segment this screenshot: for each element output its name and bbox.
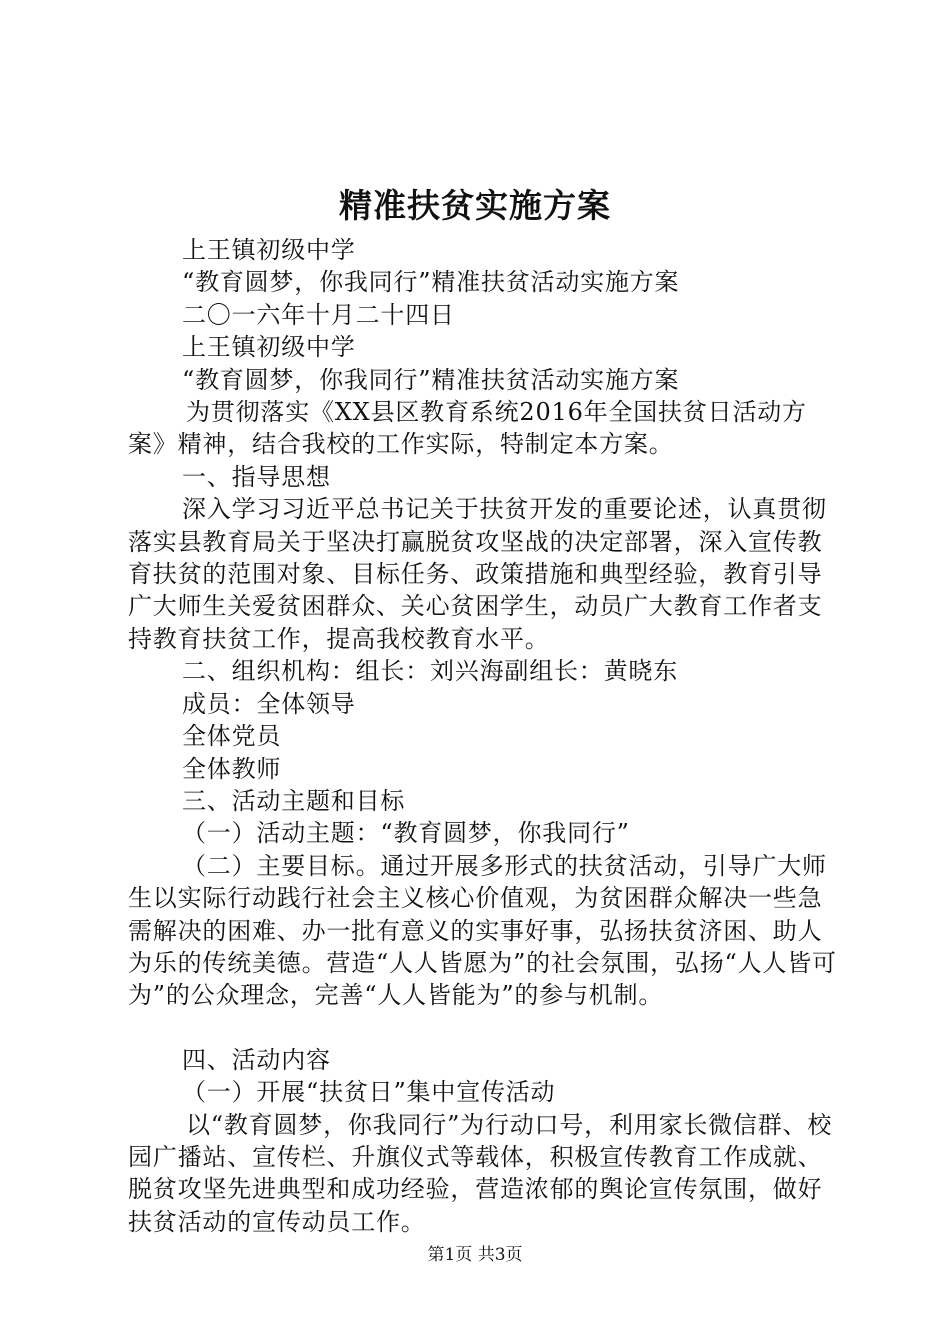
date-line: 二〇一六年十月二十四日: [182, 300, 455, 329]
main-goals-paragraph: （二）主要目标。通过开展多形式的扶贫活动，引导广大师生以实际行动践行社会主义核心价值观，为贫困群众解决一些急需解决的困难、办一批有意义的实事好事，弘扬扶贫济困、助人为乐的传统美德。营造“人人皆愿为”的社会氛围，弘扬“人人皆可为”的公众理念，完善“人人皆能为”的参与机制。: [128, 851, 837, 1010]
publicity-paragraph: 以“教育圆梦，你我同行”为行动口号，利用家长微信群、校园广播站、宣传栏、升旗仪式等载体，积极宣传教育工作成就、脱贫攻坚先进典型和成功经验，营造浓郁的舆论宣传氛围，做好扶贫活动的宣传动员工作。: [128, 1110, 833, 1236]
purpose-paragraph: 为贯彻落实《XX县区教育系统2016年全国扶贫日活动方案》精神，结合我校的工作实际，特制定本方案。: [128, 398, 807, 459]
section-heading-theme-goals: 三、活动主题和目标: [182, 786, 406, 815]
guiding-thought-paragraph: 深入学习习近平总书记关于扶贫开发的重要论述，认真贯彻落实县教育局关于坚决打赢脱贫攻坚战的决定部署，深入宣传教育扶贫的范围对象、目标任务、政策措施和典型经验，教育引导广大师生关爱贫困群众、关心贫困学生，动员广大教育工作者支持教育扶贫工作，提高我校教育水平。: [128, 495, 827, 653]
school-name-line: 上王镇初级中学: [182, 236, 356, 264]
paragraph-gap: [128, 1012, 838, 1044]
section-heading-activity-content: 四、活动内容: [182, 1045, 331, 1074]
page-number-footer: 第1页 共3页: [427, 1245, 523, 1265]
members-party-line: 全体党员: [182, 722, 282, 751]
section-heading-organization: 二、组织机构：组长：刘兴海副组长：黄晓东: [182, 657, 678, 686]
activity-theme-line: （一）活动主题：“教育圆梦，你我同行”: [182, 819, 630, 848]
plan-title-line: “教育圆梦，你我同行”精准扶贫活动实施方案: [182, 268, 680, 297]
school-name-line-repeat: 上王镇初级中学: [182, 333, 356, 362]
plan-title-line-repeat: “教育圆梦，你我同行”精准扶贫活动实施方案: [182, 365, 680, 394]
section-heading-guiding-thought: 一、指导思想: [182, 462, 331, 491]
document-body: [128, 234, 838, 1238]
document-title: 精准扶贫实施方案: [339, 186, 611, 225]
subsection-heading-publicity: （一）开展“扶贫日”集中宣传活动: [182, 1078, 556, 1107]
members-teachers-line: 全体教师: [182, 754, 282, 783]
members-leaders-line: 成员：全体领导: [182, 689, 356, 718]
